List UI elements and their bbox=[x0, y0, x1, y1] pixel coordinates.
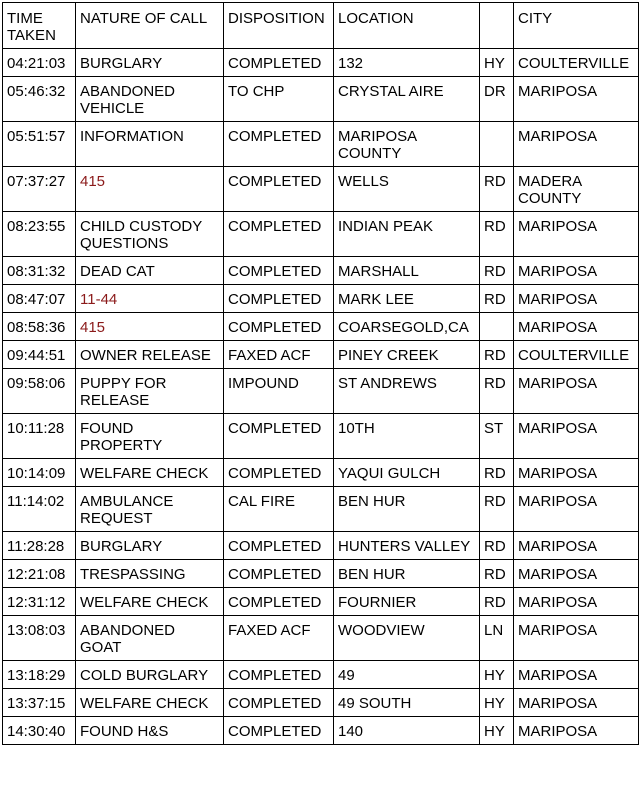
cell-location: 49 SOUTH bbox=[334, 689, 480, 717]
cell-city: MARIPOSA bbox=[514, 414, 639, 459]
cell-nature-of-call: 415 bbox=[76, 167, 224, 212]
cell-disposition: FAXED ACF bbox=[224, 616, 334, 661]
cell-city: MARIPOSA bbox=[514, 689, 639, 717]
cell-street-suffix: DR bbox=[480, 77, 514, 122]
cell-nature-of-call: WELFARE CHECK bbox=[76, 689, 224, 717]
cell-time: 11:14:02 bbox=[3, 487, 76, 532]
table-row bbox=[3, 285, 639, 313]
table-row bbox=[3, 49, 639, 77]
cell-city: MARIPOSA bbox=[514, 77, 639, 122]
header-time-taken: TIME TAKEN bbox=[3, 3, 76, 49]
cell-disposition: COMPLETED bbox=[224, 167, 334, 212]
cell-street-suffix: HY bbox=[480, 717, 514, 745]
cell-nature-of-call: BURGLARY bbox=[76, 49, 224, 77]
cell-disposition: COMPLETED bbox=[224, 122, 334, 167]
cell-city: MARIPOSA bbox=[514, 717, 639, 745]
cell-time: 05:46:32 bbox=[3, 77, 76, 122]
table-row bbox=[3, 369, 639, 414]
cell-location: 10TH bbox=[334, 414, 480, 459]
cell-city: MARIPOSA bbox=[514, 588, 639, 616]
cell-time: 13:18:29 bbox=[3, 661, 76, 689]
cell-disposition: COMPLETED bbox=[224, 459, 334, 487]
cell-disposition: COMPLETED bbox=[224, 49, 334, 77]
cell-location: HUNTERS VALLEY bbox=[334, 532, 480, 560]
cell-disposition: COMPLETED bbox=[224, 414, 334, 459]
cell-city: MARIPOSA bbox=[514, 616, 639, 661]
cell-location: 132 bbox=[334, 49, 480, 77]
cell-city: MARIPOSA bbox=[514, 532, 639, 560]
cell-street-suffix bbox=[480, 313, 514, 341]
table-row bbox=[3, 616, 639, 661]
cell-time: 08:58:36 bbox=[3, 313, 76, 341]
cell-time: 13:37:15 bbox=[3, 689, 76, 717]
cell-time: 13:08:03 bbox=[3, 616, 76, 661]
cell-nature-of-call: OWNER RELEASE bbox=[76, 341, 224, 369]
cell-nature-of-call: COLD BURGLARY bbox=[76, 661, 224, 689]
cell-street-suffix: LN bbox=[480, 616, 514, 661]
cell-location: PINEY CREEK bbox=[334, 341, 480, 369]
header-street-suffix bbox=[480, 3, 514, 49]
cell-time: 05:51:57 bbox=[3, 122, 76, 167]
table-row bbox=[3, 341, 639, 369]
cell-city: COULTERVILLE bbox=[514, 49, 639, 77]
cell-nature-of-call: 11-44 bbox=[76, 285, 224, 313]
header-disposition: DISPOSITION bbox=[224, 3, 334, 49]
cell-city: MADERA COUNTY bbox=[514, 167, 639, 212]
table-row bbox=[3, 212, 639, 257]
table-row bbox=[3, 77, 639, 122]
cell-location: 140 bbox=[334, 717, 480, 745]
table-row bbox=[3, 689, 639, 717]
cell-disposition: TO CHP bbox=[224, 77, 334, 122]
cell-city: MARIPOSA bbox=[514, 257, 639, 285]
cell-nature-of-call: AMBULANCE REQUEST bbox=[76, 487, 224, 532]
header-nature-of-call: NATURE OF CALL bbox=[76, 3, 224, 49]
cell-location: COARSEGOLD,CA bbox=[334, 313, 480, 341]
cell-disposition: CAL FIRE bbox=[224, 487, 334, 532]
table-row bbox=[3, 560, 639, 588]
table-row bbox=[3, 661, 639, 689]
cell-disposition: COMPLETED bbox=[224, 717, 334, 745]
cell-disposition: COMPLETED bbox=[224, 689, 334, 717]
cell-nature-of-call: WELFARE CHECK bbox=[76, 588, 224, 616]
cell-city: MARIPOSA bbox=[514, 560, 639, 588]
cell-disposition: COMPLETED bbox=[224, 212, 334, 257]
cell-disposition: COMPLETED bbox=[224, 285, 334, 313]
cell-nature-of-call: WELFARE CHECK bbox=[76, 459, 224, 487]
cell-city: MARIPOSA bbox=[514, 661, 639, 689]
cell-location: 49 bbox=[334, 661, 480, 689]
cell-disposition: COMPLETED bbox=[224, 560, 334, 588]
cell-city: MARIPOSA bbox=[514, 369, 639, 414]
cell-disposition: COMPLETED bbox=[224, 661, 334, 689]
cell-nature-of-call: BURGLARY bbox=[76, 532, 224, 560]
cell-city: MARIPOSA bbox=[514, 487, 639, 532]
cell-disposition: IMPOUND bbox=[224, 369, 334, 414]
cell-time: 12:31:12 bbox=[3, 588, 76, 616]
cell-disposition: COMPLETED bbox=[224, 313, 334, 341]
cell-street-suffix: RD bbox=[480, 459, 514, 487]
cell-time: 11:28:28 bbox=[3, 532, 76, 560]
cell-location: MARK LEE bbox=[334, 285, 480, 313]
table-row bbox=[3, 313, 639, 341]
cell-disposition: FAXED ACF bbox=[224, 341, 334, 369]
header-row bbox=[3, 3, 639, 49]
cell-location: BEN HUR bbox=[334, 487, 480, 532]
table-row bbox=[3, 122, 639, 167]
header-location: LOCATION bbox=[334, 3, 480, 49]
cell-location: WOODVIEW bbox=[334, 616, 480, 661]
cell-nature-of-call: ABANDONED GOAT bbox=[76, 616, 224, 661]
cell-time: 08:47:07 bbox=[3, 285, 76, 313]
cell-nature-of-call: CHILD CUSTODY QUESTIONS bbox=[76, 212, 224, 257]
cell-city: MARIPOSA bbox=[514, 459, 639, 487]
cell-street-suffix: RD bbox=[480, 369, 514, 414]
table-row bbox=[3, 487, 639, 532]
cell-time: 10:11:28 bbox=[3, 414, 76, 459]
cell-time: 08:23:55 bbox=[3, 212, 76, 257]
table-row bbox=[3, 588, 639, 616]
cell-street-suffix: RD bbox=[480, 212, 514, 257]
cell-nature-of-call: 415 bbox=[76, 313, 224, 341]
cell-time: 07:37:27 bbox=[3, 167, 76, 212]
cell-street-suffix: RD bbox=[480, 487, 514, 532]
cell-street-suffix: RD bbox=[480, 560, 514, 588]
cell-time: 08:31:32 bbox=[3, 257, 76, 285]
cell-nature-of-call: FOUND H&S bbox=[76, 717, 224, 745]
cell-time: 09:44:51 bbox=[3, 341, 76, 369]
table-row bbox=[3, 167, 639, 212]
cell-location: INDIAN PEAK bbox=[334, 212, 480, 257]
cell-location: ST ANDREWS bbox=[334, 369, 480, 414]
cell-street-suffix bbox=[480, 122, 514, 167]
cell-street-suffix: HY bbox=[480, 661, 514, 689]
cell-city: MARIPOSA bbox=[514, 122, 639, 167]
cell-nature-of-call: FOUND PROPERTY bbox=[76, 414, 224, 459]
cell-time: 10:14:09 bbox=[3, 459, 76, 487]
cell-street-suffix: RD bbox=[480, 532, 514, 560]
cell-disposition: COMPLETED bbox=[224, 588, 334, 616]
table-row bbox=[3, 532, 639, 560]
cell-street-suffix: RD bbox=[480, 341, 514, 369]
call-log-table bbox=[2, 2, 639, 745]
cell-time: 14:30:40 bbox=[3, 717, 76, 745]
cell-street-suffix: HY bbox=[480, 49, 514, 77]
cell-location: MARSHALL bbox=[334, 257, 480, 285]
cell-location: BEN HUR bbox=[334, 560, 480, 588]
cell-time: 09:58:06 bbox=[3, 369, 76, 414]
cell-nature-of-call: ABANDONED VEHICLE bbox=[76, 77, 224, 122]
cell-disposition: COMPLETED bbox=[224, 532, 334, 560]
cell-location: YAQUI GULCH bbox=[334, 459, 480, 487]
table-row bbox=[3, 459, 639, 487]
cell-nature-of-call: PUPPY FOR RELEASE bbox=[76, 369, 224, 414]
cell-time: 12:21:08 bbox=[3, 560, 76, 588]
cell-street-suffix: RD bbox=[480, 257, 514, 285]
cell-nature-of-call: TRESPASSING bbox=[76, 560, 224, 588]
cell-street-suffix: RD bbox=[480, 588, 514, 616]
cell-street-suffix: ST bbox=[480, 414, 514, 459]
cell-disposition: COMPLETED bbox=[224, 257, 334, 285]
cell-street-suffix: RD bbox=[480, 167, 514, 212]
cell-street-suffix: RD bbox=[480, 285, 514, 313]
cell-city: MARIPOSA bbox=[514, 212, 639, 257]
table-row bbox=[3, 257, 639, 285]
cell-location: MARIPOSA COUNTY bbox=[334, 122, 480, 167]
cell-location: CRYSTAL AIRE bbox=[334, 77, 480, 122]
cell-city: MARIPOSA bbox=[514, 313, 639, 341]
cell-nature-of-call: DEAD CAT bbox=[76, 257, 224, 285]
cell-city: MARIPOSA bbox=[514, 285, 639, 313]
cell-location: WELLS bbox=[334, 167, 480, 212]
cell-location: FOURNIER bbox=[334, 588, 480, 616]
cell-city: COULTERVILLE bbox=[514, 341, 639, 369]
header-city: CITY bbox=[514, 3, 639, 49]
cell-time: 04:21:03 bbox=[3, 49, 76, 77]
table-row bbox=[3, 717, 639, 745]
table-row bbox=[3, 414, 639, 459]
cell-street-suffix: HY bbox=[480, 689, 514, 717]
cell-nature-of-call: INFORMATION bbox=[76, 122, 224, 167]
